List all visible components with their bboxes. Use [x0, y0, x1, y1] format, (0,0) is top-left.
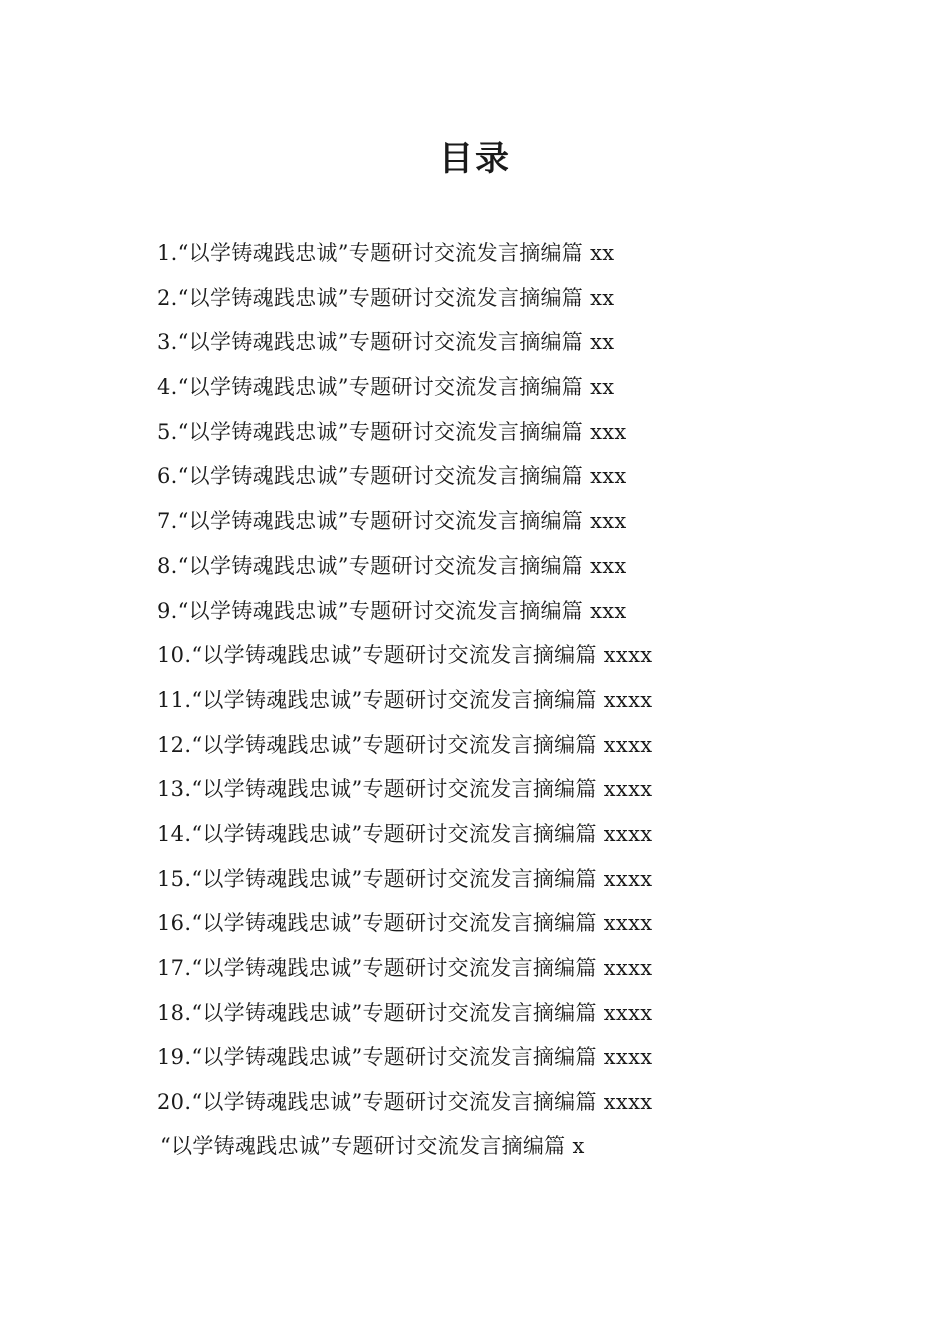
toc-entry-number: 6. [157, 464, 178, 489]
toc-entry [157, 1035, 652, 1080]
toc-entry-page: xx [590, 375, 615, 400]
toc-entry-text: “以学铸魂践忠诚”专题研讨交流发言摘编篇 [191, 732, 597, 757]
toc-entry-page: x [572, 1134, 585, 1158]
toc-entry-text: “以学铸魂践忠诚”专题研讨交流发言摘编篇 [177, 241, 584, 265]
toc-entry-page: xxxx [603, 1045, 653, 1070]
toc-entry-number: 12. [157, 732, 192, 757]
toc-entry-text: “以学铸魂践忠诚”专题研讨交流发言摘编篇 [177, 419, 584, 444]
toc-entry-number: 14. [157, 821, 192, 846]
toc-entry-number: 10. [157, 643, 192, 668]
toc-entry [157, 678, 652, 723]
toc-entry-number: 8. [157, 553, 178, 578]
toc-entry-text: “以学铸魂践忠诚”专题研讨交流发言摘编篇 [191, 1000, 597, 1025]
toc-entry-page: xxxx [603, 821, 653, 846]
toc-entry-page: xx [590, 330, 615, 355]
toc-entry-text: “以学铸魂践忠诚”专题研讨交流发言摘编篇 [177, 375, 584, 400]
toc-entry [157, 454, 652, 499]
toc-entry-text: “以学铸魂践忠诚”专题研讨交流发言摘编篇 [177, 509, 584, 534]
toc-entry [157, 320, 652, 365]
toc-entry-text: “以学铸魂践忠诚”专题研讨交流发言摘编篇 [177, 330, 584, 355]
toc-entry [157, 857, 652, 902]
toc-entry-page: xxxx [603, 1090, 653, 1115]
toc-entry [157, 991, 652, 1036]
toc-entry-text: “以学铸魂践忠诚”专题研讨交流发言摘编篇 [177, 464, 584, 489]
toc-entry-page: xxx [590, 419, 627, 444]
toc-entry-page: xxxx [603, 956, 653, 980]
toc-entry-number: 17. [157, 956, 192, 980]
toc-entry-number: 9. [157, 598, 178, 623]
toc-entry-text: “以学铸魂践忠诚”专题研讨交流发言摘编篇 [177, 285, 584, 310]
toc-entry-text: “以学铸魂践忠诚”专题研讨交流发言摘编篇 [191, 643, 597, 668]
toc-entry-page: xxxx [603, 911, 653, 936]
toc-entry-text: “以学铸魂践忠诚”专题研讨交流发言摘编篇 [191, 777, 597, 802]
toc-entry [157, 633, 652, 678]
toc-entry [157, 231, 652, 276]
toc-entry-number: 18. [157, 1000, 192, 1025]
toc-list [157, 231, 652, 1125]
toc-entry [157, 812, 652, 857]
toc-entry-page: xxxx [603, 687, 653, 712]
toc-entry [157, 276, 652, 321]
toc-entry-text: “以学铸魂践忠诚”专题研讨交流发言摘编篇 [191, 956, 597, 980]
toc-entry-number: 20. [157, 1090, 192, 1115]
toc-entry-number: 3. [157, 330, 178, 355]
toc-entry-number: 13. [157, 777, 192, 802]
toc-entry-number: 2. [157, 285, 178, 310]
toc-entry [157, 589, 652, 634]
toc-entry-text: “以学铸魂践忠诚”专题研讨交流发言摘编篇 [191, 687, 597, 712]
toc-entry-page: xxx [590, 464, 627, 489]
toc-entry-number: 5. [157, 419, 178, 444]
toc-entry-page: xxxx [603, 866, 653, 891]
toc-entry-number: 16. [157, 911, 192, 936]
toc-entry-number: 11. [157, 687, 192, 712]
toc-entry [157, 1080, 652, 1125]
toc-entry [157, 767, 652, 812]
toc-extra-entry [160, 1124, 585, 1168]
toc-entry-text: “以学铸魂践忠诚”专题研讨交流发言摘编篇 [191, 1045, 597, 1070]
toc-entry-text: “以学铸魂践忠诚”专题研讨交流发言摘编篇 [191, 1090, 597, 1115]
toc-entry [157, 723, 652, 768]
toc-entry [157, 901, 652, 946]
toc-entry-text: “以学铸魂践忠诚”专题研讨交流发言摘编篇 [191, 866, 597, 891]
toc-entry [157, 365, 652, 410]
toc-entry-page: xxx [590, 553, 627, 578]
page-title: 目录 [439, 139, 511, 179]
toc-entry-text: “以学铸魂践忠诚”专题研讨交流发言摘编篇 [177, 553, 584, 578]
toc-entry [157, 946, 652, 991]
toc-entry-page: xxxx [603, 777, 653, 802]
toc-entry-page: xx [590, 241, 615, 265]
toc-entry-number: 1. [157, 241, 178, 265]
toc-entry-text: “以学铸魂践忠诚”专题研讨交流发言摘编篇 [160, 1134, 566, 1158]
toc-entry [157, 410, 652, 455]
toc-entry-number: 19. [157, 1045, 192, 1070]
toc-entry-page: xxx [590, 509, 627, 534]
toc-entry-number: 15. [157, 866, 192, 891]
toc-entry-number: 7. [157, 509, 178, 534]
toc-entry-page: xxx [590, 598, 627, 623]
toc-entry-page: xxxx [603, 643, 653, 668]
toc-entry [157, 499, 652, 544]
toc-entry-page: xxxx [603, 1000, 653, 1025]
toc-entry-page: xx [590, 285, 615, 310]
toc-entry-page: xxxx [603, 732, 653, 757]
toc-entry [157, 544, 652, 589]
toc-entry-text: “以学铸魂践忠诚”专题研讨交流发言摘编篇 [191, 821, 597, 846]
toc-entry-number: 4. [157, 375, 178, 400]
toc-entry-text: “以学铸魂践忠诚”专题研讨交流发言摘编篇 [177, 598, 584, 623]
toc-entry-text: “以学铸魂践忠诚”专题研讨交流发言摘编篇 [191, 911, 597, 936]
